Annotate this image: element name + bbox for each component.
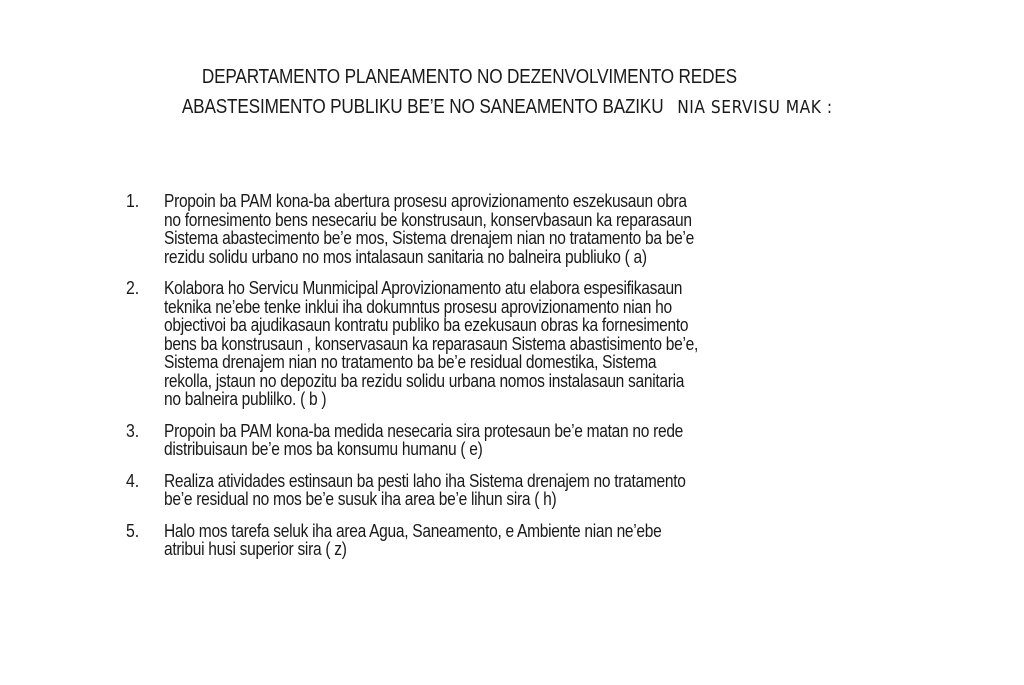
list-item-3 [126, 419, 906, 459]
list-item-line: rezidu solidu urbano no mos intalasaun sanitaria no balneira publiuko ( a) [164, 245, 647, 267]
title-line-2-text: ABASTESIMENTO PUBLIKU BE’E NO SANEAMENTO BAZIKU [181, 96, 664, 118]
list-item-line: bens ba konstrusaun , konservasaun ka reparasaun Sistema abastisimento be’e, [164, 332, 698, 354]
list-item-line: teknika ne’ebe tenke inklui iha dokumntus prosesu aprovizionamento nian ho [164, 295, 672, 317]
list-item-2 [126, 279, 906, 409]
list-item-text [164, 279, 828, 409]
list-item-line: objectivoi ba ajudikasaun kontratu publiko ba ezekusaun obras ka fornesimento [164, 314, 689, 335]
list-item-1 [126, 192, 906, 266]
list-item-number: 3. [126, 420, 140, 441]
list-item-line: atribui husi superior sira ( z) [164, 538, 347, 559]
list-item-line: Propoin ba PAM kona-ba abertura prosesu aprovizionamento eszekusaun obra [164, 190, 687, 211]
list-item-line: be’e residual no mos be’e susuk iha area be’e lihun sira ( h) [164, 488, 557, 509]
list-item-line: Kolabora ho Servicu Munmicipal Aprovizionamento atu elabora espesifikasaun [164, 277, 683, 298]
list-item-number: 4. [126, 470, 140, 491]
list-item-line: Realiza atividades estinsaun ba pesti laho iha Sistema drenajem no tratamento [164, 469, 686, 491]
list-item-line: no fornesimento bens nesecariu be konstrusaun, konservbasaun ka reparasaun [164, 208, 692, 230]
list-item-text [164, 519, 828, 559]
list-item-text [164, 469, 828, 509]
list-item-line: Propoin ba PAM kona-ba medida nesecaria sira protesaun be’e matan no rede [164, 419, 684, 441]
list-item-number: 2. [126, 278, 140, 298]
list-item-line: Halo mos tarefa seluk iha area Agua, Saneamento, e Ambiente nian ne’ebe [164, 519, 662, 541]
title-line-2-tail: NIA SERVISU MAK : [677, 97, 833, 118]
list-item-line: rekolla, jstaun no depozitu ba rezidu solidu urbana nomos instalasaun sanitaria [164, 369, 685, 391]
list-item-line: Sistema abastecimento be’e mos, Sistema drenajem nian no tratamento ba be’e [164, 227, 694, 248]
list-item-number: 5. [126, 520, 140, 541]
list-item-text [164, 192, 828, 266]
list-item-line: distribuisaun be’e mos ba konsumu humanu ( e) [164, 438, 483, 459]
list-item-4 [126, 469, 906, 509]
list-item-number: 1. [126, 191, 140, 211]
page-title [67, 62, 948, 123]
title-line-1: DEPARTAMENTO PLANEAMENTO NO DEZENVOLVIMENTO REDES [201, 66, 737, 88]
list-item-line: no balneira publilko. ( b ) [164, 388, 327, 409]
list-item-line: Sistema drenajem nian no tratamento ba be’e residual domestika, Sistema [164, 351, 657, 372]
title-line-2 [67, 92, 948, 123]
services-list [126, 192, 906, 572]
list-item-5 [126, 519, 906, 559]
list-item-text [164, 419, 828, 459]
